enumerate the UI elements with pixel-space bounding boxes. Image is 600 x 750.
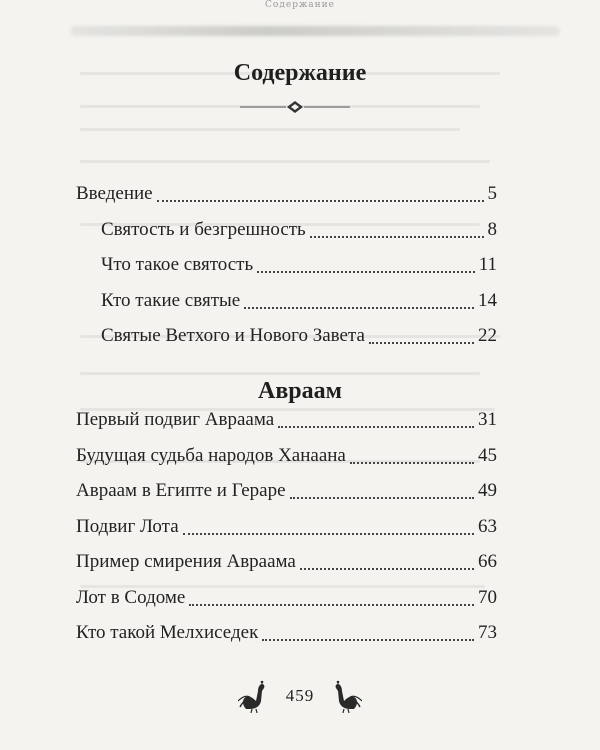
dot-leader bbox=[369, 325, 474, 344]
peacock-icon bbox=[238, 679, 274, 713]
toc-entry-title: Авраам в Египте и Гераре bbox=[76, 480, 286, 501]
toc-entry bbox=[101, 324, 497, 348]
dot-leader bbox=[189, 586, 474, 605]
toc-entry bbox=[101, 218, 497, 242]
toc-entry-title: Пример смирения Авраама bbox=[76, 551, 296, 572]
toc-entry-page: 31 bbox=[478, 409, 497, 430]
toc-entry-page: 70 bbox=[478, 586, 497, 608]
dot-leader bbox=[157, 183, 484, 202]
toc-entry bbox=[76, 621, 497, 645]
toc-entry-page: 11 bbox=[478, 254, 497, 275]
dot-leader bbox=[244, 289, 474, 308]
dot-leader bbox=[257, 254, 475, 273]
toc-entry-page: 66 bbox=[478, 551, 497, 572]
dot-leader bbox=[290, 480, 474, 499]
peacock-icon bbox=[326, 679, 362, 713]
toc-entry-title: Кто такие святые bbox=[101, 289, 241, 311]
toc-entry-page: 14 bbox=[478, 289, 497, 311]
toc-entry-title: Святость и безгрешность bbox=[101, 218, 306, 240]
toc-entry-title: Первый подвиг Авраама bbox=[76, 409, 275, 430]
divider-ornament-icon bbox=[240, 100, 350, 114]
toc-entry-page: 22 bbox=[478, 325, 497, 346]
running-head: Содержание bbox=[265, 0, 335, 10]
dot-leader bbox=[278, 409, 474, 428]
toc-entry-title: Будущая судьба народов Ханаана bbox=[76, 444, 346, 466]
toc-entry-title: Лот в Содоме bbox=[76, 586, 186, 608]
section-title-abraham: Авраам bbox=[258, 378, 342, 404]
toc-entry-page: 8 bbox=[487, 218, 497, 240]
dot-leader bbox=[310, 218, 484, 237]
toc-entry-title: Введение bbox=[76, 183, 153, 204]
toc-entry-page: 5 bbox=[487, 183, 497, 204]
print-smudge bbox=[70, 26, 560, 36]
page-number: 459 bbox=[285, 686, 315, 705]
dot-leader bbox=[183, 515, 474, 534]
dot-leader bbox=[350, 444, 474, 463]
toc-entry-title: Святые Ветхого и Нового Завета bbox=[101, 325, 365, 346]
toc-entry-page: 63 bbox=[478, 515, 497, 537]
toc-entry bbox=[76, 586, 497, 610]
toc-entry-title: Кто такой Мелхиседек bbox=[76, 622, 259, 643]
toc-entry bbox=[101, 253, 497, 277]
toc-entry bbox=[101, 289, 497, 313]
toc-entry bbox=[76, 408, 497, 432]
toc-entry bbox=[76, 182, 497, 206]
toc-entry-page: 45 bbox=[478, 444, 497, 466]
toc-entry bbox=[76, 479, 497, 503]
toc-entry-title: Подвиг Лота bbox=[76, 515, 179, 537]
toc-entry-page: 49 bbox=[478, 480, 497, 501]
toc-entry-page: 73 bbox=[478, 622, 497, 643]
section-title-contents: Содержание bbox=[233, 60, 367, 86]
toc-entry bbox=[76, 515, 497, 539]
toc-entry-title: Что такое святость bbox=[101, 254, 254, 275]
dot-leader bbox=[262, 622, 474, 641]
toc-entry bbox=[76, 444, 497, 468]
page-footer bbox=[0, 676, 600, 716]
toc-entry bbox=[76, 550, 497, 574]
dot-leader bbox=[300, 551, 474, 570]
